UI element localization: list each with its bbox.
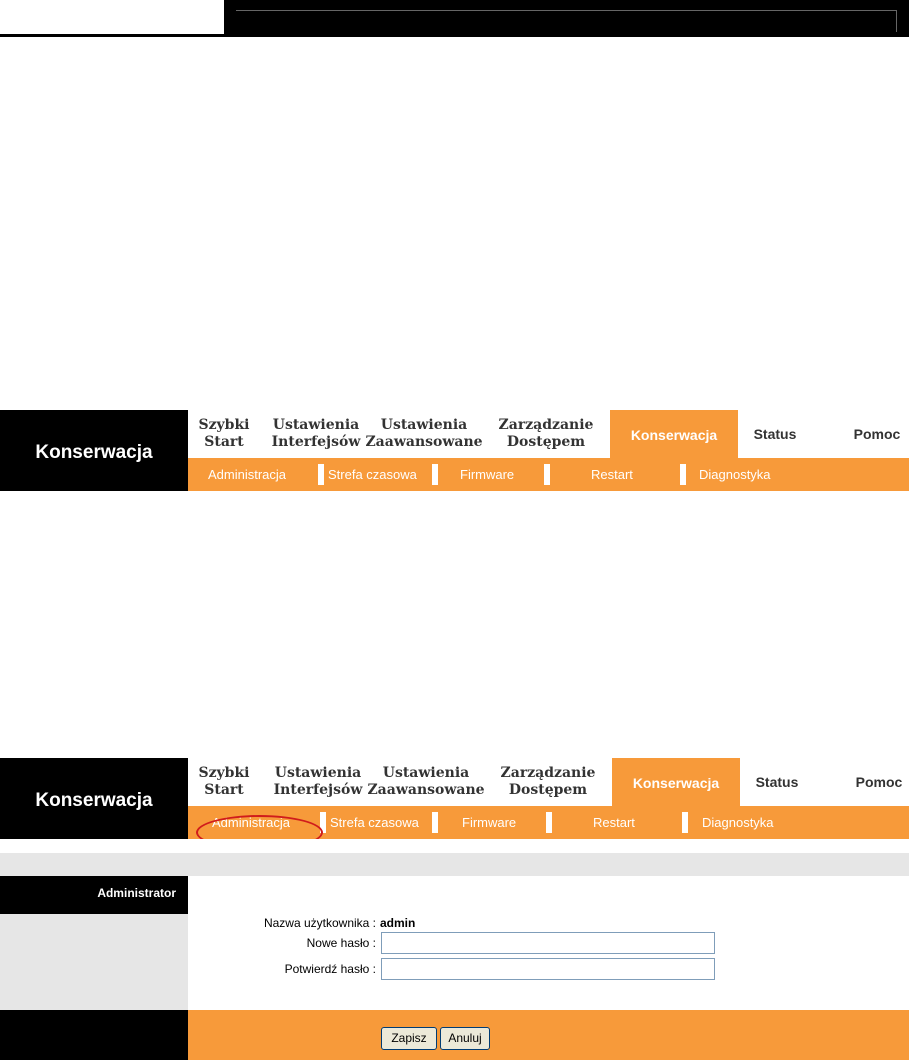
content-header-band — [0, 853, 909, 876]
menu-label: Interfejsów — [273, 782, 363, 798]
menu-quick-start[interactable] — [192, 758, 256, 806]
page-title: Konserwacja — [0, 758, 188, 839]
menu-label: Zarządzanie — [498, 417, 594, 433]
router-nav — [0, 410, 909, 491]
menu-advanced-setup[interactable] — [362, 410, 486, 458]
new-password-label: Nowe hasło : — [306, 936, 376, 950]
sub-menu — [188, 458, 909, 491]
footer-left-panel — [0, 1010, 188, 1060]
tab-time-zone[interactable]: Strefa czasowa — [330, 815, 419, 830]
tab-administration[interactable]: Administracja — [208, 467, 287, 482]
username-value: admin — [380, 916, 416, 930]
menu-access-management[interactable] — [494, 410, 598, 458]
new-password-input[interactable] — [381, 932, 715, 954]
router-nav — [0, 758, 909, 839]
new-password-row — [188, 932, 909, 956]
menu-quick-start[interactable] — [192, 410, 256, 458]
header-edge — [896, 10, 897, 32]
menu-help[interactable]: Pomoc — [853, 425, 901, 442]
section-title: Administrator — [0, 876, 188, 914]
tab-diagnostics[interactable]: Diagnostyka — [702, 815, 774, 830]
username-label: Nazwa użytkownika : — [263, 916, 376, 930]
menu-label: Ustawienia — [382, 765, 470, 781]
menu-access-management[interactable] — [496, 758, 600, 806]
menu-label: Zaawansowane — [365, 434, 483, 450]
sub-menu-separator — [680, 464, 686, 485]
cancel-button[interactable]: Anuluj — [440, 1027, 490, 1050]
menu-label: Dostępem — [506, 434, 586, 450]
admin-form — [188, 876, 909, 1010]
menu-label: Interfejsów — [271, 434, 361, 450]
sub-menu-separator — [544, 464, 550, 485]
menu-label: Start — [204, 434, 244, 450]
main-menu — [188, 410, 909, 458]
tab-restart[interactable]: Restart — [593, 815, 635, 830]
menu-label: Start — [204, 782, 244, 798]
header-right-panel — [224, 0, 909, 37]
menu-label: Zaawansowane — [367, 782, 485, 798]
tab-time-zone[interactable]: Strefa czasowa — [328, 467, 417, 482]
tab-diagnostics[interactable]: Diagnostyka — [699, 467, 771, 482]
tab-administration[interactable]: Administracja — [212, 815, 291, 830]
sub-menu-separator — [682, 812, 688, 833]
menu-help[interactable]: Pomoc — [855, 773, 903, 790]
menu-status[interactable]: Status — [755, 773, 799, 790]
menu-maintenance[interactable]: Konserwacja — [610, 410, 738, 460]
menu-maintenance[interactable]: Konserwacja — [612, 758, 740, 808]
menu-label: Ustawienia — [274, 765, 362, 781]
header-left-panel — [0, 0, 224, 37]
menu-interface-setup[interactable] — [270, 410, 362, 458]
confirm-password-row — [188, 958, 909, 982]
menu-label: Szybki — [198, 417, 250, 433]
menu-label: Dostępem — [508, 782, 588, 798]
save-button[interactable]: Zapisz — [381, 1027, 437, 1050]
tab-restart[interactable]: Restart — [591, 467, 633, 482]
menu-label: Szybki — [198, 765, 250, 781]
spacer-strip — [0, 839, 909, 853]
menu-label: Ustawienia — [380, 417, 468, 433]
confirm-password-input[interactable] — [381, 958, 715, 980]
header-divider — [236, 10, 897, 11]
confirm-password-label: Potwierdź hasło : — [284, 962, 376, 976]
sub-menu-separator — [432, 812, 438, 833]
main-menu — [188, 758, 909, 806]
tab-firmware[interactable]: Firmware — [460, 467, 515, 482]
menu-status[interactable]: Status — [753, 425, 797, 442]
menu-label: Zarządzanie — [500, 765, 596, 781]
menu-label: Ustawienia — [272, 417, 360, 433]
page-title: Konserwacja — [0, 410, 188, 491]
sub-menu-separator — [546, 812, 552, 833]
menu-advanced-setup[interactable] — [364, 758, 488, 806]
footer-button-bar — [188, 1010, 909, 1060]
sub-menu-separator — [432, 464, 438, 485]
tab-firmware[interactable]: Firmware — [462, 815, 517, 830]
menu-interface-setup[interactable] — [272, 758, 364, 806]
sub-menu-separator — [318, 464, 324, 485]
sidebar-panel — [0, 914, 188, 1010]
